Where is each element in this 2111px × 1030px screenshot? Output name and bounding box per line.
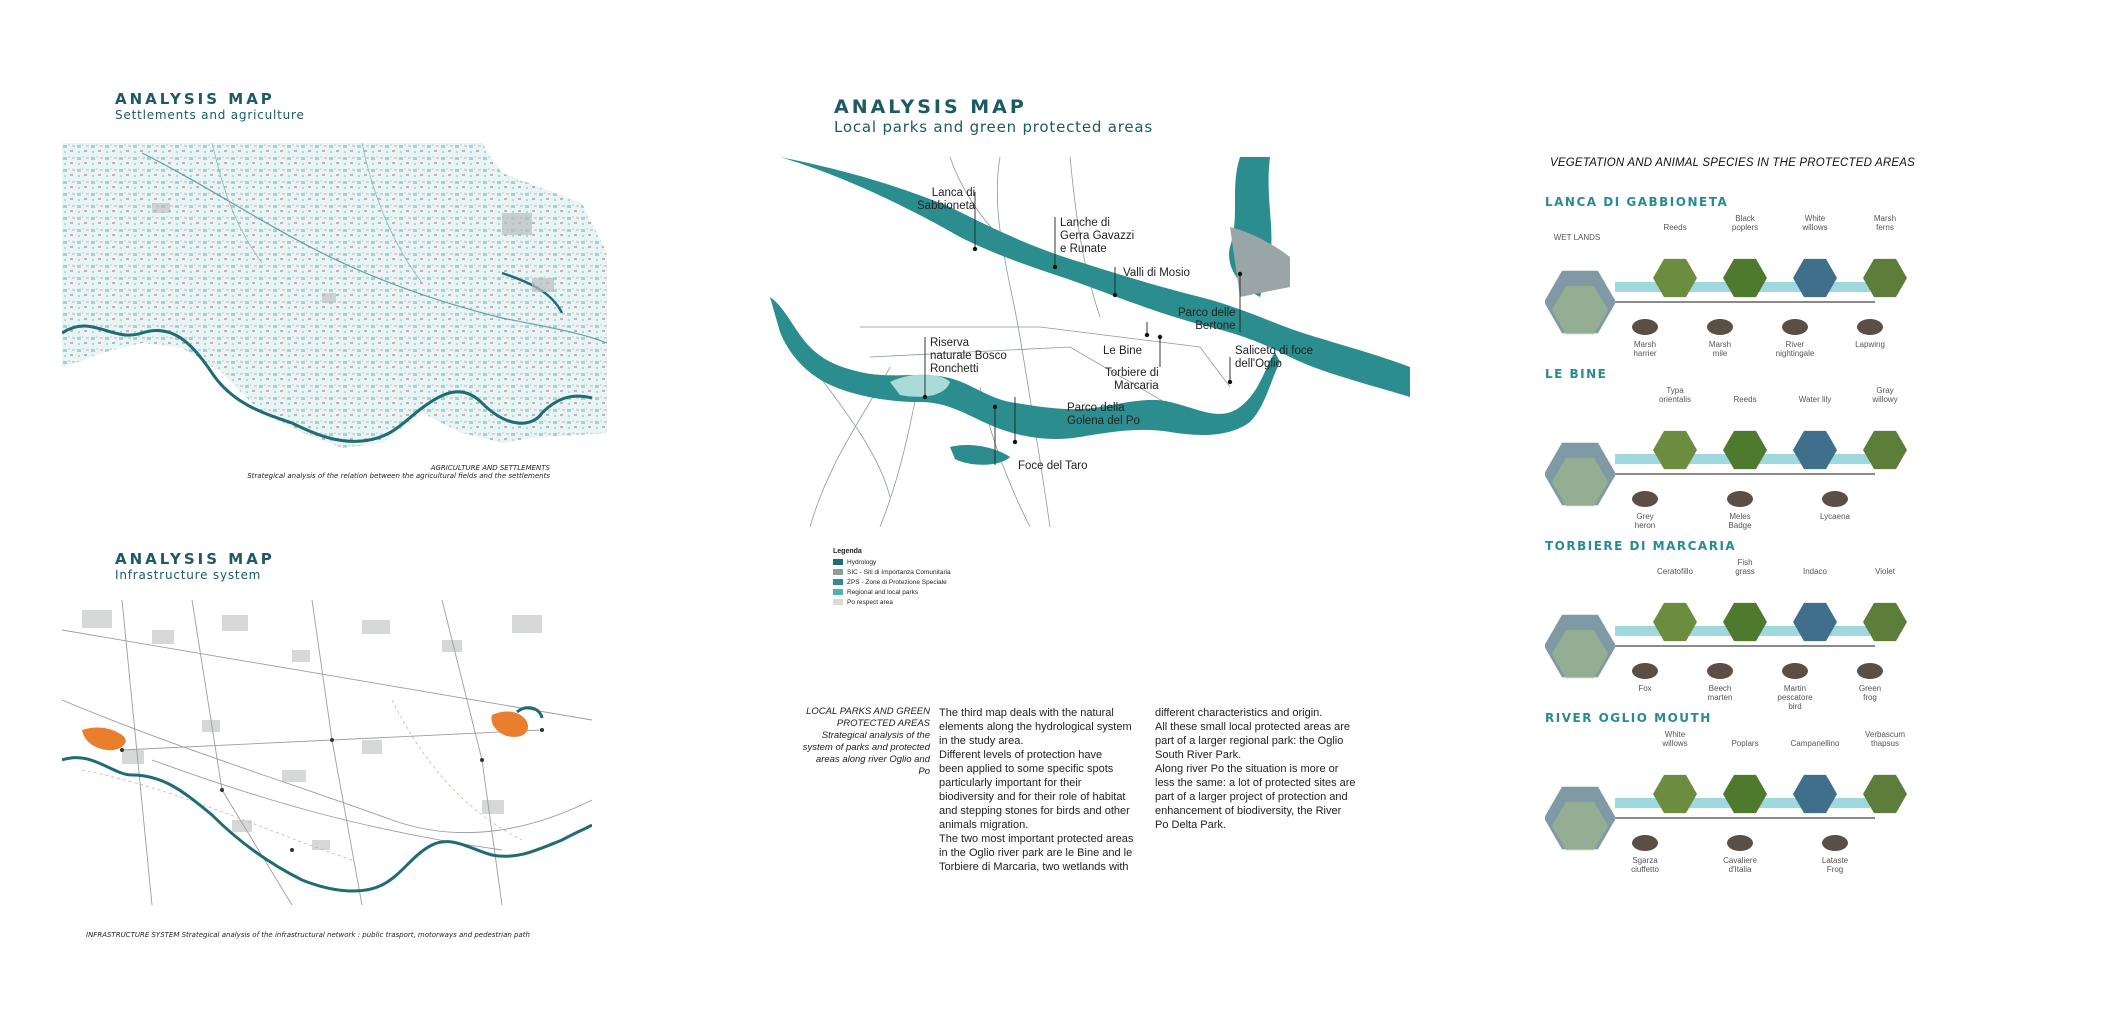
species-panel [1545, 195, 2015, 875]
animal-label: Grey heron [1634, 512, 1656, 530]
place-saliceto-foce-oglio: Saliceto di foce dell'Oglio [1235, 345, 1313, 370]
place-parco-delle-bertone: Parco delle Bertone [1178, 307, 1236, 332]
species-area-name: LANCA DI GABBIONETA [1545, 195, 1729, 209]
legend-label: Regional and local parks [847, 588, 919, 596]
species-diagram [1545, 220, 2015, 360]
plant-label: Water lily [1798, 395, 1832, 404]
animal-illustration [1822, 491, 1848, 507]
species-area [1545, 367, 2015, 539]
plant-label: Reeds [1733, 395, 1757, 404]
legend-swatch [833, 569, 843, 575]
plant-label: Ceratofillo [1656, 567, 1693, 576]
map1-title: ANALYSIS MAP [115, 90, 275, 108]
plant-label: White willows [1662, 730, 1688, 748]
species-area [1545, 195, 2015, 367]
legend-label: ZPS - Zone di Protezione Speciale [847, 578, 947, 586]
animal-label: Beech marten [1707, 684, 1733, 702]
species-heading-wrap [1550, 157, 1915, 169]
map2-title: ANALYSIS MAP [115, 550, 275, 568]
legend-swatch [833, 599, 843, 605]
plant-label: Indaco [1802, 567, 1828, 576]
map1-caption-text: Strategical analysis of the relation between the agricultural fields and the settlements [247, 472, 550, 480]
animal-label: Lycaena [1820, 512, 1850, 521]
place-lanca-di-sabbioneta: Lanca di Sabbioneta [917, 187, 976, 212]
map2-svg [62, 600, 592, 905]
map2-subtitle: Infrastructure system [115, 568, 262, 582]
animal-label: Marsh mile [1708, 340, 1732, 358]
legend-item [833, 577, 951, 587]
animal-label: Marsh harrier [1633, 340, 1657, 358]
species-area [1545, 711, 2015, 883]
map3-local-parks[interactable] [770, 157, 1410, 527]
plant-label: Verbascum thapsus [1864, 730, 1906, 748]
species-area-name: LE BINE [1545, 367, 1608, 381]
map1-subtitle: Settlements and agriculture [115, 108, 305, 122]
animal-illustration [1632, 491, 1658, 507]
animal-label: Cavaliere d'Italia [1723, 856, 1757, 874]
habitat-label: WET LANDS [1553, 233, 1601, 242]
animal-illustration [1822, 835, 1848, 851]
animal-label: River nightingale [1775, 340, 1815, 358]
map3-side-caption [785, 706, 930, 778]
map2-caption: INFRASTRUCTURE SYSTEM Strategical analysis of the infrastructural network : public trasport, motorways and pedestrian path [86, 931, 530, 939]
side-caption-title: LOCAL PARKS AND GREEN PROTECTED AREAS [806, 706, 930, 729]
map3-subtitle: Local parks and green protected areas [834, 118, 1154, 136]
animal-illustration [1857, 663, 1883, 679]
text-column-2 [1155, 706, 1365, 832]
animal-illustration [1782, 663, 1808, 679]
species-diagram [1545, 564, 2015, 704]
species-diagram [1545, 736, 2015, 876]
map3-header [834, 96, 1153, 136]
place-parco-golena-po: Parco della Golena del Po [1067, 402, 1140, 427]
legend-label: Po respect area [847, 598, 893, 606]
legend-item [833, 587, 951, 597]
place-valli-di-mosio: Valli di Mosio [1123, 267, 1190, 279]
map1-caption [200, 464, 550, 480]
animal-illustration [1727, 491, 1753, 507]
map1-svg [62, 143, 607, 453]
plant-label: Poplars [1731, 739, 1759, 748]
plant-label: Typa orientalis [1658, 386, 1691, 404]
place-foce-del-taro: Foce del Taro [1018, 460, 1088, 472]
species-diagram [1545, 392, 2015, 532]
place-riserva-bosco-ronchetti: Riserva naturale Bosco Ronchetti [930, 337, 1007, 375]
plant-label: White willows [1802, 214, 1828, 232]
animal-illustration [1632, 835, 1658, 851]
place-lanche-gerra-gavazzi: Lanche di Gerra Gavazzi e Runate [1060, 217, 1135, 255]
plant-label: Marsh ferns [1873, 214, 1897, 232]
legend-items [833, 557, 951, 607]
map1-settlements-agriculture[interactable] [62, 143, 607, 453]
species-area [1545, 539, 2015, 711]
species-heading: VEGETATION AND ANIMAL SPECIES IN THE PROTECTED AREAS [1550, 157, 1916, 169]
plant-label: Fish grass [1735, 558, 1755, 576]
plant-label: Campanellino [1790, 739, 1840, 748]
map2-infrastructure[interactable] [62, 600, 592, 905]
legend-label: SIC - Siti di Importanza Comunitaria [847, 568, 951, 576]
text-column-1 [939, 706, 1149, 874]
animal-label: Sgarza ciuffetto [1631, 856, 1659, 874]
legend-swatch [833, 559, 843, 565]
legend-swatch [833, 579, 843, 585]
map3-svg [770, 157, 1410, 527]
plant-label: Black poplers [1731, 214, 1759, 232]
legend-item [833, 567, 951, 577]
animal-illustration [1857, 319, 1883, 335]
animal-label: Lataste Frog [1821, 856, 1849, 874]
map2-header [115, 550, 275, 582]
animal-illustration [1782, 319, 1808, 335]
species-area-name: TORBIERE DI MARCARIA [1545, 539, 1737, 553]
animal-label: Martin pescatore bird [1777, 684, 1813, 711]
legend-swatch [833, 589, 843, 595]
species-area-name: RIVER OGLIO MOUTH [1545, 711, 1712, 725]
animal-illustration [1727, 835, 1753, 851]
animal-label: Fox [1638, 684, 1652, 693]
animal-label: Lapwing [1855, 340, 1885, 349]
text-column-1-body: The third map deals with the natural elements along the hydrological system in the study area. Different levels of protection have been applied to some specific spots particularly important for their biodiversity and for their role of habitat and stepping stones for birds and other animals migration. The two most important protected areas in the Oglio river park are le Bine and le Torbiere di Marcaria, two wetlands with [939, 707, 1134, 873]
map1-header [115, 90, 305, 122]
map2-caption-wrap [86, 931, 606, 939]
text-column-2-body: different characteristics and origin. All these small local protected areas are part of a larger regional park: the Oglio South River Park. Along river Po the situation is more or less the same: a lot of protected sites are part of a larger project of protection and enhancement of biodiversity, the River Po Delta Park. [1155, 707, 1356, 831]
side-caption-text: Strategical analysis of the system of parks and protected areas along river Oglio and Po [802, 730, 930, 777]
animal-illustration [1632, 319, 1658, 335]
legend-label: Hydrology [847, 558, 877, 566]
animal-label: Meles Badge [1728, 512, 1752, 530]
plant-label: Gray willowy [1872, 386, 1898, 404]
animal-illustration [1707, 663, 1733, 679]
map3-title: ANALYSIS MAP [834, 96, 1027, 118]
plant-label: Violet [1875, 567, 1895, 576]
map1-caption-title: AGRICULTURE AND SETTLEMENTS [430, 464, 550, 472]
plant-label: Reeds [1663, 223, 1687, 232]
legend-item [833, 557, 951, 567]
place-le-bine: Le Bine [1103, 345, 1143, 357]
map3-legend [833, 548, 951, 607]
place-torbiere-di-marcaria: Torbiere di Marcaria [1105, 367, 1159, 392]
animal-illustration [1707, 319, 1733, 335]
animal-label: Green frog [1858, 684, 1882, 702]
legend-item [833, 597, 951, 607]
legend-title: Legenda [833, 548, 862, 555]
animal-illustration [1632, 663, 1658, 679]
